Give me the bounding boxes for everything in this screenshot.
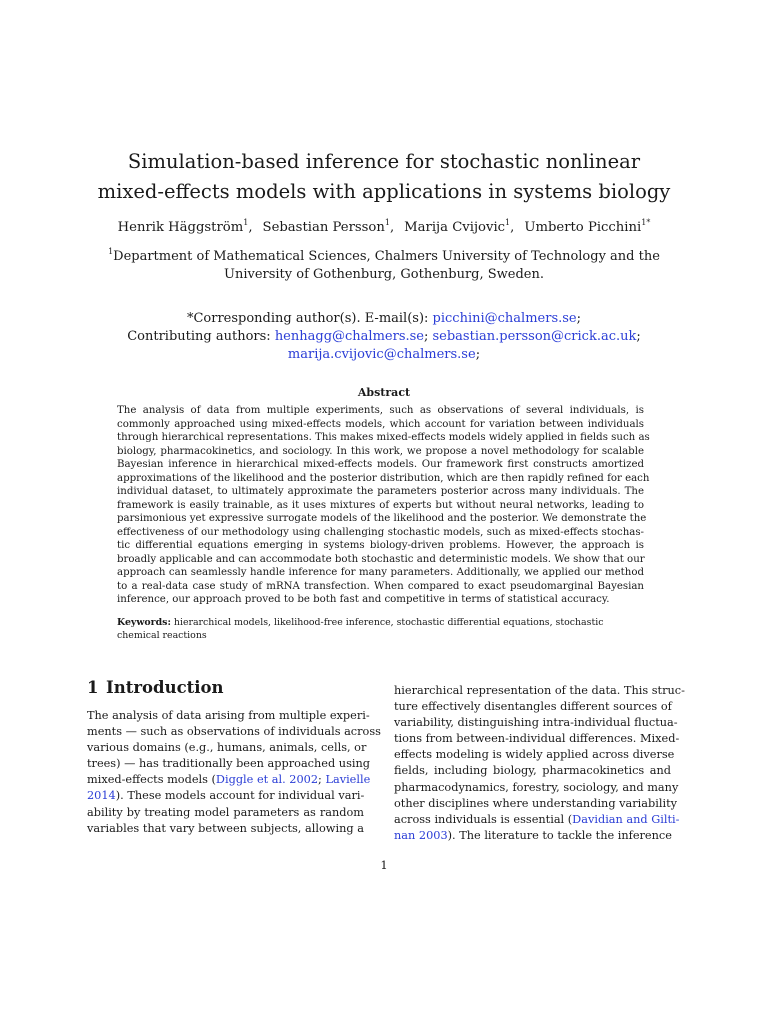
author-name: Umberto Picchini	[524, 220, 642, 235]
abstract-heading: Abstract	[357, 386, 411, 399]
abstract-line: The analysis of data from multiple experiments, such as observations of several individuals, is	[117, 405, 644, 416]
abstract-line: framework is easily trainable, as it uses mixtures of experts but without neural networks, leading to	[117, 499, 644, 511]
affiliation-line: University of Gothenburg, Gothenburg, Sweden.	[223, 266, 545, 282]
citation-link[interactable]: Davidian and Gilti-	[572, 812, 680, 826]
citation-link[interactable]: nan 2003	[394, 828, 448, 842]
abstract-body	[117, 404, 650, 607]
author-list: Henrik Häggström$^1$, Sebastian Persson$^1$, Marija Cvijovic$^1$, Umberto Picchini$^{1*}$	[117, 218, 651, 235]
contributing-authors-line: marija.cvijovic@chalmers.se;	[287, 347, 481, 362]
page-number: 1	[380, 858, 388, 872]
section-number: 1	[87, 678, 99, 697]
section-heading	[87, 678, 224, 697]
body-line: pharmacodynamics, forestry, sociology, and many	[394, 780, 679, 794]
abstract-line: through hierarchical representations. This makes mixed-effects models widely applied in fields such as	[117, 432, 650, 443]
keywords-line: Keywords: hierarchical models, likelihood-free inference, stochastic differential equations, stochastic	[117, 617, 604, 628]
email-link[interactable]: sebastian.persson@crick.ac.uk	[432, 329, 637, 344]
abstract-line: approximations of the likelihood and the posterior distribution, which are then rapidly refined for each	[117, 472, 650, 484]
body-line: fields, including biology, pharmacokinetics and	[394, 764, 671, 778]
keywords-line: chemical reactions	[117, 629, 207, 641]
body-line: other disciplines where understanding variability	[394, 796, 678, 810]
corresponding-author-line: *Corresponding author(s). E-mail(s): picchini@chalmers.se;	[186, 311, 582, 326]
keywords-label: Keywords:	[117, 617, 171, 628]
intro-column-right	[394, 683, 685, 844]
abstract-line: to a real-data case study of mRNA transfection. When compared to exact pseudomarginal Bayesian	[117, 580, 644, 592]
body-line: hierarchical representation of the data. This struc-	[394, 684, 685, 697]
title-line: Simulation-based inference for stochastic nonlinear	[127, 150, 641, 173]
keywords-block	[117, 617, 644, 642]
abstract-line: approach can seamlessly handle inference for many parameters. Additionally, we applied our method	[117, 567, 644, 578]
abstract-line: effectiveness of our methodology using challenging stochastic models, such as mixed-effects stochas-	[117, 526, 644, 538]
body-line: effects modeling is widely applied across diverse	[394, 748, 675, 762]
author-affil-mark: 1	[384, 218, 390, 227]
body-line: variables that vary between subjects, allowing a	[87, 821, 364, 835]
body-line: across individuals is essential (Davidian and Gilti-	[394, 812, 680, 826]
affiliation	[84, 248, 684, 283]
author-affil-mark: 1	[505, 218, 511, 227]
abstract-line: tic differential equations emerging in systems biology-driven problems. However, the approach is	[117, 540, 644, 551]
body-line: variability, distinguishing intra-individual fluctua-	[394, 716, 678, 730]
abstract-line: biology, pharmacokinetics, and sociology. In this work, we propose a novel methodology for scalable	[117, 445, 644, 457]
author-name: Marija Cvijovic	[404, 220, 506, 235]
body-line: trees) — has traditionally been approached using	[87, 757, 370, 771]
affiliation-line: $^1$Department of Mathematical Sciences, Chalmers University of Technology and the	[108, 247, 660, 264]
abstract-line: inference, our approach proved to be both fast and competitive in terms of statistical accuracy.	[117, 594, 610, 605]
author-affil-mark: 1*	[641, 218, 651, 227]
affiliation-mark: 1	[108, 247, 114, 256]
abstract-line: broadly applicable and can accommodate both stochastic and deterministic models. We show that our	[117, 553, 645, 565]
body-line: tions from between-individual differences. Mixed-	[394, 732, 680, 746]
contributing-authors-line: Contributing authors: henhagg@chalmers.se; sebastian.persson@crick.ac.uk;	[127, 329, 641, 344]
body-line: mixed-effects models (Diggle et al. 2002; Lavielle	[87, 773, 371, 787]
body-line: The analysis of data arising from multiple experi-	[87, 709, 370, 722]
email-link[interactable]: picchini@chalmers.se	[432, 311, 577, 326]
author-affil-mark: 1	[243, 218, 249, 227]
body-line: ability by treating model parameters as random	[87, 805, 364, 819]
author-name: Sebastian Persson	[262, 220, 385, 235]
email-link[interactable]: marija.cvijovic@chalmers.se	[287, 347, 476, 362]
abstract-line: Bayesian inference in hierarchical mixed-effects models. Our framework first constructs amortized	[117, 459, 644, 470]
intro-column-left	[87, 708, 381, 837]
correspondence-block	[84, 310, 684, 364]
title-line: mixed-effects models with applications in systems biology	[97, 180, 671, 203]
author-name: Henrik Häggström	[117, 220, 244, 235]
citation-link[interactable]: 2014	[87, 789, 116, 803]
body-line: nan 2003). The literature to tackle the inference	[394, 828, 672, 842]
body-line: ture effectively disentangles different sources of	[394, 700, 672, 714]
abstract-line: commonly approached using mixed-effects models, which account for variation between individuals	[117, 418, 644, 430]
email-link[interactable]: henhagg@chalmers.se	[274, 329, 424, 344]
body-line: various domains (e.g., humans, animals, cells, or	[87, 741, 367, 755]
abstract-line: parsimonious yet expressive surrogate models of the likelihood and the posterior. We demonstrate the	[117, 513, 647, 524]
citation-link[interactable]: Diggle et al. 2002	[215, 773, 319, 787]
body-line: 2014). These models account for individual vari-	[87, 789, 365, 803]
abstract-line: individual dataset, to ultimately approximate the parameters posterior across many individuals. The	[117, 486, 644, 497]
section-title: Introduction	[106, 678, 224, 697]
paper-title	[84, 147, 684, 207]
citation-link[interactable]: Lavielle	[325, 773, 371, 787]
body-line: ments — such as observations of individuals across	[87, 725, 381, 739]
